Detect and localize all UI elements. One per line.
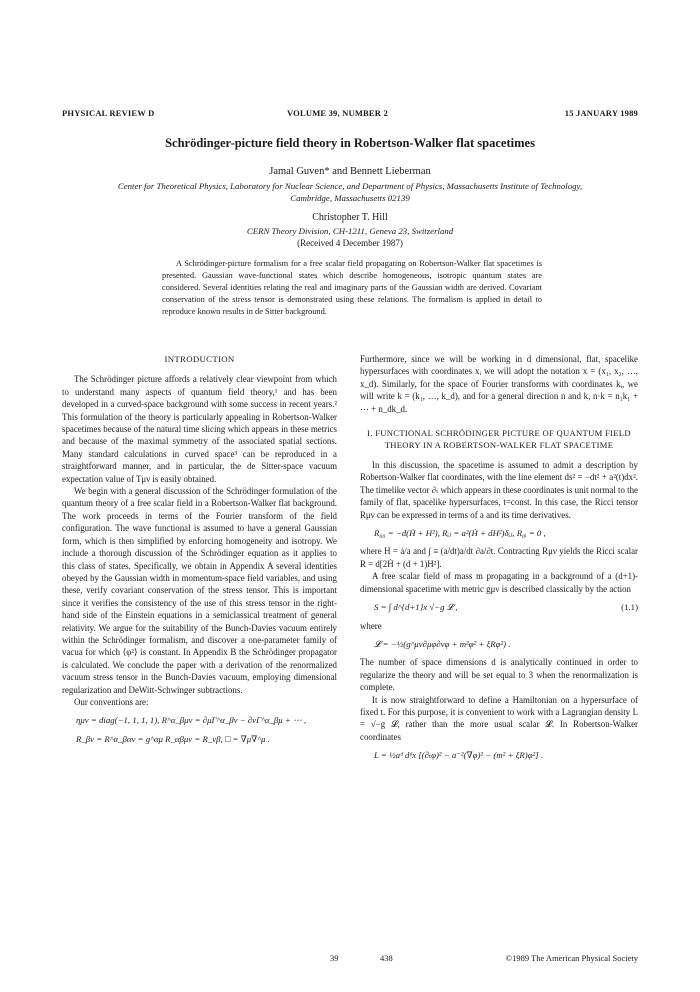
section1-paragraph-5: It is now straightforward to define a Hamiltonian on a hypersurface of fixed t. For this purpose, it is convenient to work with a Lagrangian density L = √−g 𝓛, rather than the more usual scalar 𝓛. In Robertson-Walker coordinates — [360, 694, 638, 742]
intro-paragraph-1: The Schrödinger picture affords a relatively clear viewpoint from which to understand many aspects of quantum field theory,¹ and has been developed in a curved-space background with some success in recent years.² This formulation of the theory is particularly appealing in Robertson-Walker spacetimes because of the natural time slicing which appears in these metrics and because of the maximal symmetry of the associated spatial sections. Many standard calculations in curved space³ can be reproduced in a straightforward manner, and in particular, the de Sitter-space vacuum expectation value of Tμν is easily obtained. — [62, 374, 337, 484]
page-footer — [62, 953, 638, 965]
volume-number: VOLUME 39, NUMBER 2 — [287, 108, 388, 118]
equation-lagrangian: 𝓛 = −½(g^μν∂μφ∂νφ + m²φ² + ξRφ²) . — [374, 638, 511, 649]
section-heading-introduction: INTRODUCTION — [164, 354, 235, 364]
section1-paragraph-2: where H = ȧ/a and ∫ ≡ (a/dt)a/dt ∂a/∂t. Contracting Rμν yields the Ricci scalar R = d[2Ḣ + (d + 1)H²]. — [360, 546, 638, 569]
conventions-paragraph: Furthermore, since we will be working in d dimensional, flat, spacelike hypersurfaces with coordinates xᵢ we will adopt the notation x = (x₁, x₂, …, x_d). Similarly, for the space of Fourier transforms with coordinates kᵢ, we will write k = (k₁, …, k_d), and for a general direction n and k, n·k = n₁k₁ + ⋯ + n_dk_d. — [360, 354, 638, 414]
intro-paragraph-3: Our conventions are: — [74, 696, 149, 707]
equation-number: (1.1) — [621, 602, 638, 613]
paper-title: Schrödinger-picture field theory in Robertson-Walker flat spacetimes — [165, 136, 535, 150]
author-list-1: Jamal Guven* and Bennett Lieberman — [269, 166, 431, 177]
left-column — [62, 353, 337, 751]
equation-action-body: S = ∫ d^{d+1}x √−g 𝓛 , — [374, 602, 458, 613]
received-date: (Received 4 December 1987) — [297, 238, 403, 248]
abstract — [162, 258, 542, 318]
footer-page-number: 438 — [380, 953, 393, 963]
equation-ricci: R₀₀ = −d(Ḣ + H²), Rᵢⱼ = a²(Ḣ + dH²)δᵢⱼ, R₀ᵢ = 0 , — [374, 528, 546, 539]
affiliation-2: CERN Theory Division, CH-1211, Geneva 23, Switzerland — [246, 226, 454, 236]
equation-action — [360, 601, 638, 613]
where-text: where — [360, 620, 382, 631]
author-list-2: Christopher T. Hill — [312, 212, 388, 223]
issue-date: 15 JANUARY 1989 — [564, 108, 638, 118]
section1-paragraph-1: In this discussion, the spacetime is assumed to admit a description by Robertson-Walker flat coordinates, with the line element ds² = −dt² + a²(t)dx². The timelike vector ∂ₜ which appears in these coordinates is unit normal to the family of flat, spacelike hypersurfaces, t=const. In this case, the Ricci tensor Rμν can be expressed in terms of a and its time derivatives. — [360, 460, 638, 520]
section1-paragraph-4: The number of space dimensions d is analytically continued in order to regularize the theory and will be set equal to 3 when the renormalization is complete. — [360, 657, 638, 693]
equation-lagrangian-density: L = ½aᵈ dᵈx [(∂ₜφ)² − a⁻²(∇φ)² − (m² + ξR)φ²] . — [374, 750, 544, 761]
footer-volume: 39 — [330, 953, 339, 963]
right-column — [360, 353, 638, 768]
abstract-text: A Schrödinger-picture formalism for a free scalar field propagating on Robertson-Walker flat spacetimes is presented. Gaussian wave-functional states which describe homogeneous, isotropic quantum states are considered. Several identities relating the real and imaginary parts of the Gaussian width are derived. Covariant conservation of the stress tensor is demonstrated using these relations. The formalism is applied in detail to reproduce known results in de Sitter background. — [162, 259, 542, 316]
section-heading-1: I. FUNCTIONAL SCHRÖDINGER PICTURE OF QUANTUM FIELD THEORY IN A ROBERTSON-WALKER FLAT SPACETIME — [367, 428, 631, 451]
running-header — [62, 108, 638, 122]
section1-paragraph-3: A free scalar field of mass m propagating in a background of a (d+1)-dimensional spacetime with metric gμν is described classically by the action — [360, 571, 638, 594]
equation-conventions-2: R_βν = R^α_βαν = g^αμ R_αβμν = R_νβ, □ = ∇μ∇^μ . — [76, 733, 270, 744]
journal-name: PHYSICAL REVIEW D — [62, 108, 155, 118]
affiliation-1: Center for Theoretical Physics, Laboratory for Nuclear Science, and Department of Physics, Massachusetts Institute of Technology, Cambridge, Massachusetts 02139 — [117, 181, 583, 203]
equation-conventions-1: ημν = diag(−1, 1, 1, 1), R^α_βμν = ∂μΓ^α_βν − ∂νΓ^α_βμ + ⋯ , — [76, 715, 307, 726]
footer-copyright: ©1989 The American Physical Society — [505, 953, 638, 963]
intro-paragraph-2: We begin with a general discussion of the Schrödinger formulation of the quantum theory of a free scalar field in a Robertson-Walker flat background. The work proceeds in terms of the Fourier transform of the field configuration. The wave functional is assumed to have a general Gaussian form, which is then simplified by enforcing homogeneity and isotropy. We include a thorough discussion of the Schrödinger equation as it applies to this class of states. Specifically, we obtain in Appendix A several identities obeyed by the Gaussian width in momentum-space field variables, and using these, verify covariant conservation of the stress tensor. This is important since it verifies the consistency of the use of this stress tensor in the right-hand side of the Einstein equations in a semiclassical treatment of general relativity. We argue for the suitability of the Bunch-Davies vacuum entirely within the Schrödinger formalism, and discover a one-parameter family of vacua for which ⟨φ²⟩ is constant. In Appendix B the Schrödinger propagator is calculated. We conclude the paper with a derivation of the renormalized vacuum stress tensor in the Bunch-Davies vacuum, employing dimensional regularization and DeWitt-Schwinger subtractions. — [62, 486, 337, 695]
